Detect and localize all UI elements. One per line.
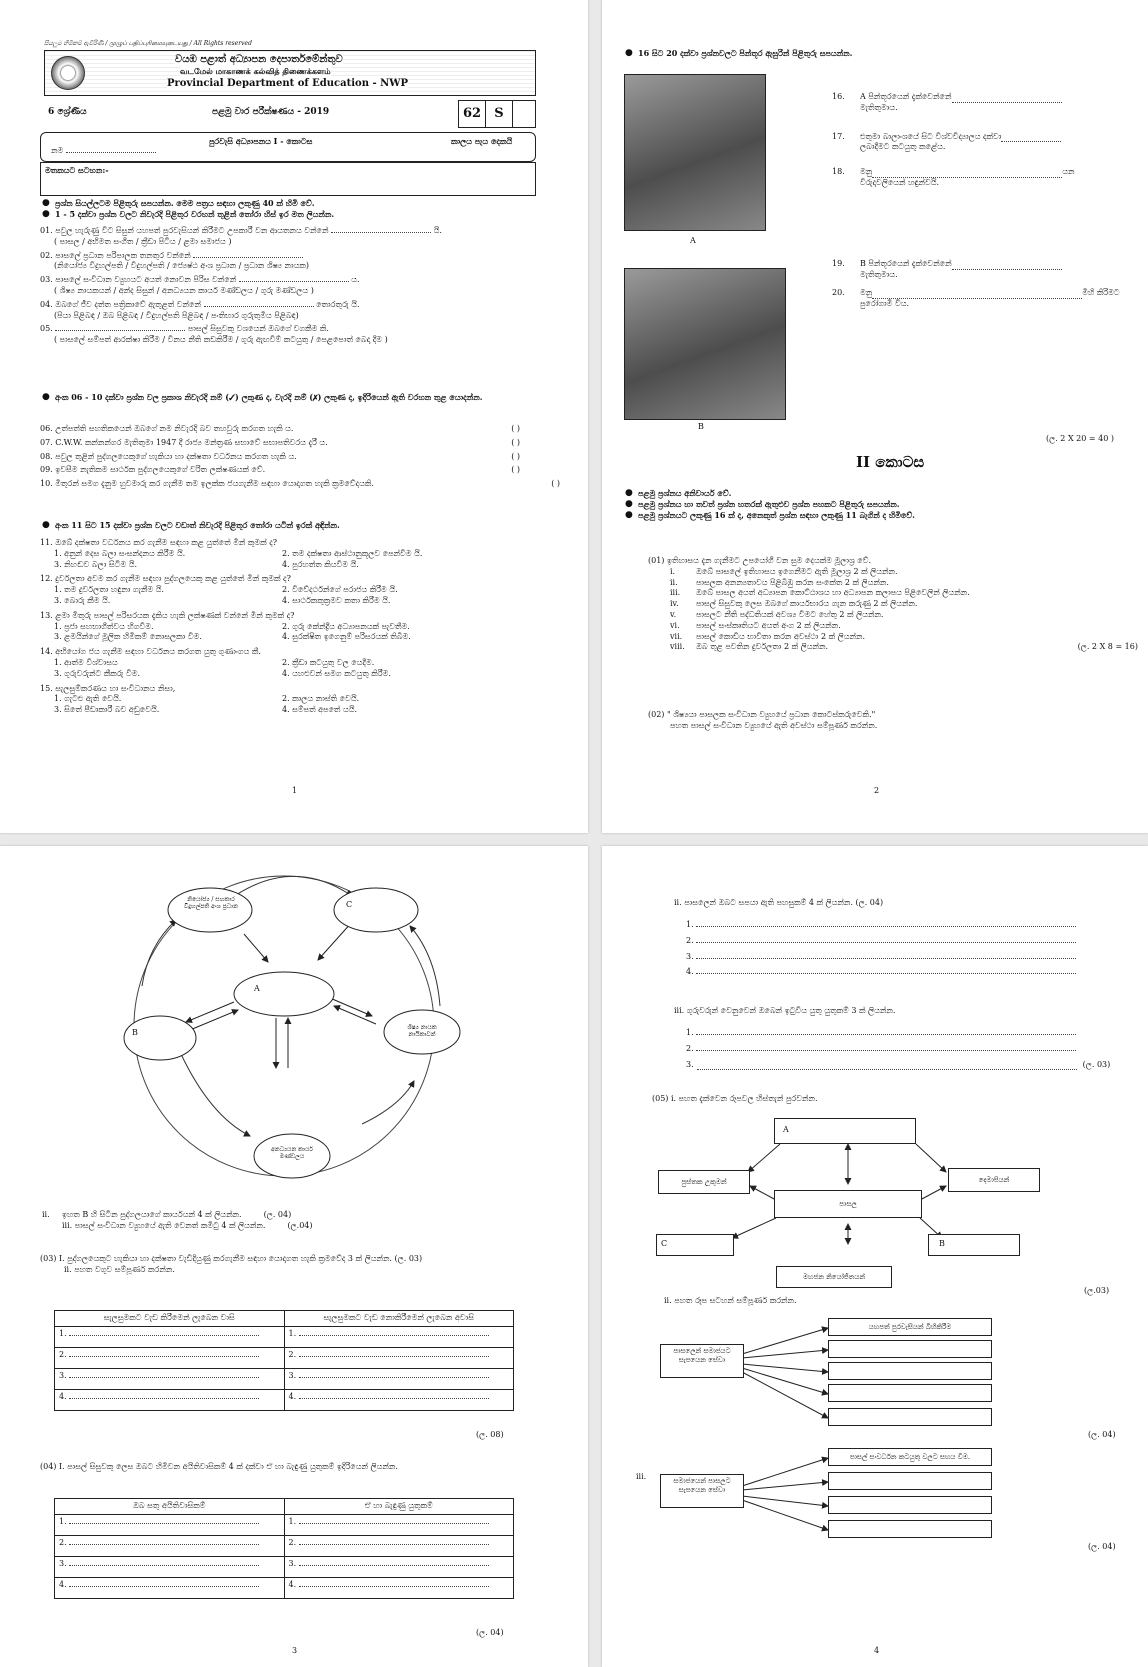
emblem-icon	[51, 56, 85, 90]
marks-table-1: (ල. 08)	[476, 1430, 504, 1439]
fig1-box-b[interactable]: B	[928, 1234, 1020, 1256]
question: 08. පවුල තුළින් පුද්ගලයෙකුගේ හැකියා හා දක්ෂතා වර්ධනය කරගත හැකි ය. ( )	[40, 451, 520, 461]
question: 03. පාසලේ සංවිධාන ව්‍යුහයට අයත් නොවන පිරිස වන්නේ ය.	[40, 275, 360, 285]
notes-label: මතකයට සටහන:-	[45, 165, 109, 175]
question-options: (නියෝජ්‍ය විදුහල්පති / විදුහල්පති / ජ්‍යෙෂ්ඨ අංශ ප්‍රධාන / ප්‍රධාන ශිෂ්‍ය නායක)	[54, 261, 310, 271]
answer-bracket[interactable]: ( )	[511, 451, 520, 461]
question: 04. ඔබගේ ජීව දත්ත පත්‍රිකාවේ ඇතුළත් වන්නේ තොරතුරු යි.	[40, 299, 360, 309]
fig1-box-a[interactable]: A	[774, 1118, 916, 1144]
notes-box	[40, 162, 536, 196]
answer-bracket[interactable]: ( )	[511, 437, 520, 447]
question: 10. මිතුරන් සමග දැනුම හුවමාරු කර ගැනීම තම ඉලක්ක ජයගැනීම සඳහා යොදාගත හැකි ක්‍රමවේදයකි. ( )	[40, 479, 560, 489]
question: 15. සැලසුම්කරණය හා සංවිධානය නිසා,	[40, 683, 176, 693]
fig1-box-c[interactable]: C	[656, 1234, 734, 1256]
page-4	[602, 846, 1148, 1667]
marks-fig1: (ල.03)	[1084, 1286, 1110, 1295]
questions-11-15: 11. ඔබේ දක්ෂතා වර්ධනය කර ගැනීම සඳහා කළ යුත්තේ මින් කුමක් ද? 1. අනුන් දෙස බලා සංසන්දනය කිරීම යි. 2. තම දක්ෂතා ආස්ථානුකූලව පෙන්වීම යි. 3. නිහඬව බලා සිටීම යි. 4. පුරහත්ත කියවීම යි. 12. දුර්වලතා අවම කර ගැනීම සඳහා පුද්ගලයෙකු කළ යුත්තේ මින් කුමක් ද? 1. තම දුර්වලතා හඳුනා ගැනීම යි. 2. විවේදර්ථන්ගේ පරාජය කිරීම යි. 3. බොරු කීම යි. 4. සාර්ථකකුක්‍රමව කතා කිරීම යි. 13. ළමා මිතුරු පාසල් පරිසරයක දැකිය හැකි ලක්ෂණක් වන්නේ මින් කුමක් ද? 1. ප්‍රජා සහභාගීත්වය හිගවීම. 2. ගුරු කේන්ද්‍රීය අධ්‍යාපනයක් පැවතීම. 3. ළමයින්ගේ මූලික හිමිකම් නොසලකා විම. 4. සුරක්ෂිත ඉගෙනුම් පරිසරයක් තිබීම. 14. අභියෝග ජය ගැනීම සඳහා වර්ධනය කරගත යුතු ගුණාංගය කී. 1. ආත්ම විශ්වාසය 2. ක්‍රීඩා කටයුතු වල යෙදීම. 3. ගුරුවරුන්ට කීකරු වීම. 4. යහළුවන් සමග කටයුතු කිරීම. 15. සැලසුම්කරණය හා සංවිධානය නිසා, 1. ගැටළු ඇති වෙයි. 2. කාලය නාස්ති වෙයි. 3. සිතේ පීඩාකාරී බව අඩුවෙයි. 4. සම්පත් අපතේ යයි.	[40, 538, 510, 716]
arrow	[318, 922, 352, 960]
fig2-box-3[interactable]	[828, 1362, 992, 1380]
name-field[interactable]	[51, 146, 156, 157]
question-01: (01) ඉතිහාසය දැන ගැනීමට උපයෝගී වන සුම දෙයක්ම මූලාශ්‍ර වේ. i. ඔබේ පාසලේ ඉතිහාසය ඉගෙනීමට ඇති මූලාශ්‍ර 2 ක් ලියන්න. ii. පාසලක අනන්‍යතාවය පිළිබිඹු කරන සංකේත 2 ක් ලියන්න. iii. ඔබේ පාසල අයත් අධ්‍යාපන කොට්ඨාශය හා අධ්‍යාපන කලාපය පිළිවෙලින් ලියන්න. iv. පාසල් සිසුවකු ලෙස ඔබගේ කාර්යභාරය ගැන කරුණු 2 ක් ලියන්න. v. පාසලට නීති පද්ධතියක් අවශ්‍ය වීමට හේතු 2 ක් ලියන්න. vi. පාසල් සංස්කෘතියට අයත් අංග 2 ක් ලියන්න. vii. පාසල් කොඩිය භාවිතා කරන අවස්ථා 2 ක් ලියන්න. viii. ඔබ තුළ පවතින දුර්වලතා 2 ක් ලියන්න. (ල. 2 X 8 = 16)	[648, 556, 1138, 652]
fig2-box-1: යහපත් පුරවැසියන් බිහිකිරීම	[828, 1318, 992, 1336]
question: 05. පාසල් සිසුවකු වශයෙන් ඔබගේ වගකීම කි.	[40, 324, 329, 334]
fig2-box-5[interactable]	[828, 1408, 992, 1426]
page-number: 1	[292, 786, 298, 795]
arrow	[190, 1010, 238, 1030]
grade: 6 ශ්‍රේණිය	[48, 107, 87, 117]
question: 11. ඔබේ දක්ෂතා වර්ධනය කර ගැනීම සඳහා කළ යුත්තේ මින් කුමක් ද?	[40, 538, 278, 547]
question: 07. C.W.W. කන්නන්ගර මැතිතුමා 1947 දී රාජ්‍ය මන්ත්‍රණ සභාවේ සභාපතිවරය දැරී ය. ( )	[40, 437, 520, 447]
arrow	[362, 1081, 414, 1124]
question: 02. පාසලේ ප්‍රධාන පරිපාලක තනතුර වන්නේ	[40, 251, 550, 262]
fig2-source: පාසලෙන් සමාජයට සැපයෙන සේවා	[660, 1344, 744, 1378]
question-02: (02) " ශිෂ්‍යයා පාසලක සංවිධාන ව්‍යුහයේ ප්‍රධාන කොටස්කරුවෙකි." පහත පාසල් සංවිධාන ව්‍යුහයේ ඇති අවස්ථා සම්පූර්ණ කරන්න.	[648, 710, 878, 730]
fig1-box-right: දෙමාපියන්	[948, 1168, 1040, 1192]
question: 06. උත්පත්ති සහතිකයෙන් ඔබගේ නම නිවැරදි බව තහවුරු කරගත හැකි ය. ( )	[40, 424, 520, 433]
duration: කාලය පැය දෙකයි	[451, 136, 513, 146]
marks-part1: (ල. 2 X 20 = 40 )	[1046, 434, 1114, 443]
answer-bracket[interactable]: ( )	[511, 465, 520, 475]
section-2-title: II කොටස	[856, 453, 925, 471]
exam-title: පළමු වාර පරීක්ෂණය - 2019	[212, 107, 330, 117]
photo-b	[624, 268, 786, 420]
question-5-ii: ii. පහත රූප සටහන් සම්පූර්ණ කරන්න.	[664, 1296, 797, 1305]
node-b-label: B	[132, 1028, 138, 1037]
subject: පුරවැසි අධ්‍යාපනය I - කොටස	[209, 136, 313, 146]
question: 09. ඉවසීම නැතිකම සාර්ථක පුද්ගලයෙකුගේ වරිත ලක්ෂණයක් වේ. ( )	[40, 465, 520, 475]
header-banner	[44, 50, 536, 96]
answer-bracket[interactable]: ( )	[551, 479, 560, 489]
fig3-box-1: පාසල් සංවර්ධන කටයුතු වලට සහය වීම.	[828, 1448, 992, 1466]
node-top-left-label: නියෝජ්‍ය / සහකාර විදුහල්පති අංශ ප්‍රධාන	[184, 896, 238, 911]
part2-instructions: ● පළමු ප්‍රශ්නය අනිවාර්ය වේ. ● පළමු ප්‍රශ්නය හා තවත් ප්‍රශ්න හතරක් ඇතුළුව ප්‍රශ්න පහකට පිළිතුරු සපයන්න. ● පළමු ප්‍රශ්නයට ලකුණු 16 ක් ද, අනෙකුත් ප්‍රශ්න සඳහා ලකුණු 11 බැගින් ද හිමිවේ.	[638, 488, 1138, 520]
arrow	[244, 934, 268, 962]
fig2-box-4[interactable]	[828, 1384, 992, 1402]
question-04: (04) I. පාසල් සිසුවකු ලෙස ඔබට හිමිවන අයිතිවාසිකම් 4 ක් දක්වා ඒ හා බැඳුණු යුතුකම් ඉදිරියෙන් ලියන්න.	[40, 1462, 398, 1471]
node-a	[234, 972, 334, 1016]
arrow	[410, 926, 440, 1006]
question: 12. දුර්වලතා අවම කර ගැනීම සඳහා පුද්ගලයෙකු කළ යුත්තේ මින් කුමක් ද?	[40, 574, 291, 584]
instruction-2: ● 1 - 5 දක්වා ප්‍රශ්න වලට නිවැරදි පිළිතුර වරහන් තුළින් තෝරා හිස් ඉර මත ලියන්න.	[55, 209, 555, 220]
question-4-iii: iii. ගුරුවරුන් වෙනුවෙන් ඔබෙන් ඉටුවිය යුතු යුතුකම් 3 ක් ලියන්න.	[674, 1006, 896, 1015]
arrow	[180, 1052, 250, 1136]
fig1-box-bottom: මහජන නියෝජිතයන්	[776, 1266, 892, 1288]
fig1-box-center: පාසල	[774, 1190, 922, 1218]
advantages-table: සැලසුමකට වැඩ කිරීමෙන් ලැබෙන වාසි සැලසුමකට වැඩ නොකිරීමෙන් ලැබෙන අවාසි 1. 1. 2. 2. 3. 3. 4. 4.	[54, 1310, 514, 1411]
question-03: (03) I. පුද්ගලයෙකුට හැකියා හා දක්ෂතා වැඩිදියුණු කරගැනීම සඳහා යොදාගත හැකි ක්‍රමවේද 3 ක් ලියන්න. (ල. 03) ii. පහත වගුව සම්පූර්ණ කරන්න.	[40, 1254, 423, 1274]
page-number: 4	[874, 1646, 880, 1655]
dept-en: Provincial Department of Education - NWP	[167, 78, 408, 89]
fig3-box-3[interactable]	[828, 1496, 992, 1514]
fig3-source: සමාජයෙන් පාසලට සැපයෙන සේවා	[660, 1474, 744, 1508]
org-structure-diagram	[0, 846, 588, 1186]
node-a-label: A	[254, 984, 260, 993]
question-options: (පියා පිළිබඳ / ඔබ පිළිබඳ / විදුහල්පති පිළිබඳ / පංතිභාර ගුරුතුමිය පිළිබඳ)	[54, 310, 299, 320]
fig3-box-2[interactable]	[828, 1472, 992, 1490]
question-options: ( ශිෂ්‍ය නායකයන් / අන්ද සිසුන් / අනධ්‍යයන කාර්ය මණ්ඩලය / ගුරු මණ්ඩලය )	[54, 285, 314, 295]
node-right-label: ශිෂ්‍ය නායක නායිකාවන්	[407, 1024, 437, 1039]
question-options: ( පාසලේ සම්පත් ආරක්ෂා කිරීම / විනය නීති කඩකිරීම / ගුරු ඇඟවීම් කටයුතු / පෙළපොත් බෙදා දීම )	[54, 335, 388, 345]
node-c-label: C	[346, 900, 353, 909]
rights-table: ඔබ සතු අයිතිවාසිකම් ඒ හා බැඳුණු යුතුකම් 1. 1. 2. 2. 3. 3. 4. 4.	[54, 1498, 514, 1599]
marks-table-2: (ල. 04)	[476, 1628, 504, 1637]
fig1-box-left: පුස්තක උකුමන්	[658, 1170, 750, 1194]
marks-fig2: (ල. 04)	[1088, 1430, 1116, 1439]
arrow	[186, 1002, 234, 1022]
dept-si: වයඹ පළාත් අධ්‍යාපන දෙපාර්තමේන්තුව	[175, 54, 343, 65]
photo-a-label: A	[690, 236, 696, 245]
photo-a	[624, 74, 766, 231]
questions-1-5	[40, 226, 550, 346]
fig3-box-4[interactable]	[828, 1520, 992, 1538]
question: 14. අභියෝග ජය ගැනීම සඳහා වර්ධනය කරගත යුතු ගුණාංගය කී.	[40, 647, 261, 657]
instructions	[55, 198, 555, 220]
marks-fig3: (ල. 04)	[1088, 1542, 1116, 1551]
code-letter: S	[486, 101, 513, 127]
arrow	[142, 920, 176, 986]
code-number: 62	[459, 101, 486, 127]
instruction-11-15: ● අංක 11 සිට 15 දක්වා ප්‍රශ්න වලට වඩාත් නිවැරදි පිළිතුර තෝරා යටින් ඉරක් අඳින්න.	[55, 520, 535, 531]
question: 01. පවුල හැරුණු විට සිසුන් යහපත් පුරවැසියන් කිරීමට උපකාරී වන ආයතනය වන්නේ යි.	[40, 226, 442, 235]
instruction-1: ● ප්‍රශ්න සියල්ලටම පිළිතුරු සපයන්න. මෙම පත්‍රය සඳහා ලකුණු 40 ක් හිමි වේ.	[55, 198, 555, 209]
page-3	[0, 846, 588, 1667]
page-number: 3	[292, 1646, 298, 1655]
subject-box	[40, 132, 536, 162]
instruction-16-20: ● 16 සිට 20 දක්වා ප්‍රශ්නවලට පින්තූර ඇසුරින් පිළිතුරු සපයන්න.	[638, 48, 852, 59]
instruction-6-10: ● අංක 06 - 10 දක්වා ප්‍රශ්න වල ප්‍රකාශ නිවැරදි නම් (✓) ලකුණ ද, වැරදි නම් (✗) ලකුණ ද, ඉදිරියෙන් ඇති වරහන තුළ යොදන්න.	[55, 392, 525, 403]
node-bottom-label: අනධ්‍යයන කාර්ය මණ්ඩලය	[271, 1146, 313, 1161]
paper-code	[458, 100, 536, 128]
answer-lines-4ii[interactable]: 1. 2. 3. 4.	[686, 920, 1086, 978]
question: 13. ළමා මිතුරු පාසල් පරිසරයක දැකිය හැකි ලක්ෂණක් වන්නේ මින් කුමක් ද?	[40, 610, 295, 620]
figure-2-3-arrows	[602, 846, 1148, 1667]
dept-ta: வடமேல் மாகாணக் கல்வித் திணைக்களம்	[180, 66, 331, 76]
marks-q01: (ල. 2 X 8 = 16)	[1077, 642, 1138, 652]
question-5-iii: iii.	[636, 1472, 647, 1481]
name-label: නම	[51, 146, 64, 155]
fig2-box-2[interactable]	[828, 1340, 992, 1358]
answer-lines-4iii[interactable]: 1. 2. 3. (ල. 03)	[686, 1028, 1111, 1069]
question-2-ii-iii: ii. ඉහත B හි සිටින පුද්ගලයාගේ කාර්යයන් 4 ක් ලියන්න. (ල. 04) iii. පාසල් සංවිධාන ව්‍යුහයේ ඇති වෙනත් කමිටු 4 ක් ලියන්න. (ල.04)	[42, 1210, 313, 1230]
photo-b-label: B	[698, 422, 704, 431]
question-4-ii: ii. පාසලෙන් ඔබට සපයා ඇති පහසුකම් 4 ක් ලියන්න. (ල. 04)	[674, 898, 884, 907]
page-number: 2	[874, 786, 880, 795]
questions-16-20: 16. A පින්තූරයෙන් දැක්වෙන්නේ මැතිතුමාය. 17. එතුමා බාලාංශයේ සිට විශ්වවිද්‍යාලය දක්වා ලබාදීමට කටයුතු කළේය. 18. මනු යන විරුදාවලියෙන් හඳුන්වයි. 19. B පින්තූරයෙන් දැක්වෙන්නේ මැතිතුමාය. 20. මනු මිහි කිරිමට පුරෝගාමී විය.	[832, 92, 1120, 309]
question-options: ( පාසල / අභිමත සංගීත / ක්‍රීඩා පිටිය / ළමා සමාජය )	[54, 236, 232, 246]
page-2	[602, 0, 1148, 833]
page-1	[0, 0, 588, 833]
copyright-line: සියලුම හිමිකම් ඇවිරිණි / முழுப் பதிப்புரிமையுடையது / All Rights reserved	[44, 40, 252, 47]
questions-6-10	[40, 424, 560, 493]
answer-bracket[interactable]: ( )	[511, 424, 520, 433]
question-05: (05) i. පහත දැක්වෙන රූපවල හිස්තැන් පුරවන්න.	[652, 1094, 818, 1103]
